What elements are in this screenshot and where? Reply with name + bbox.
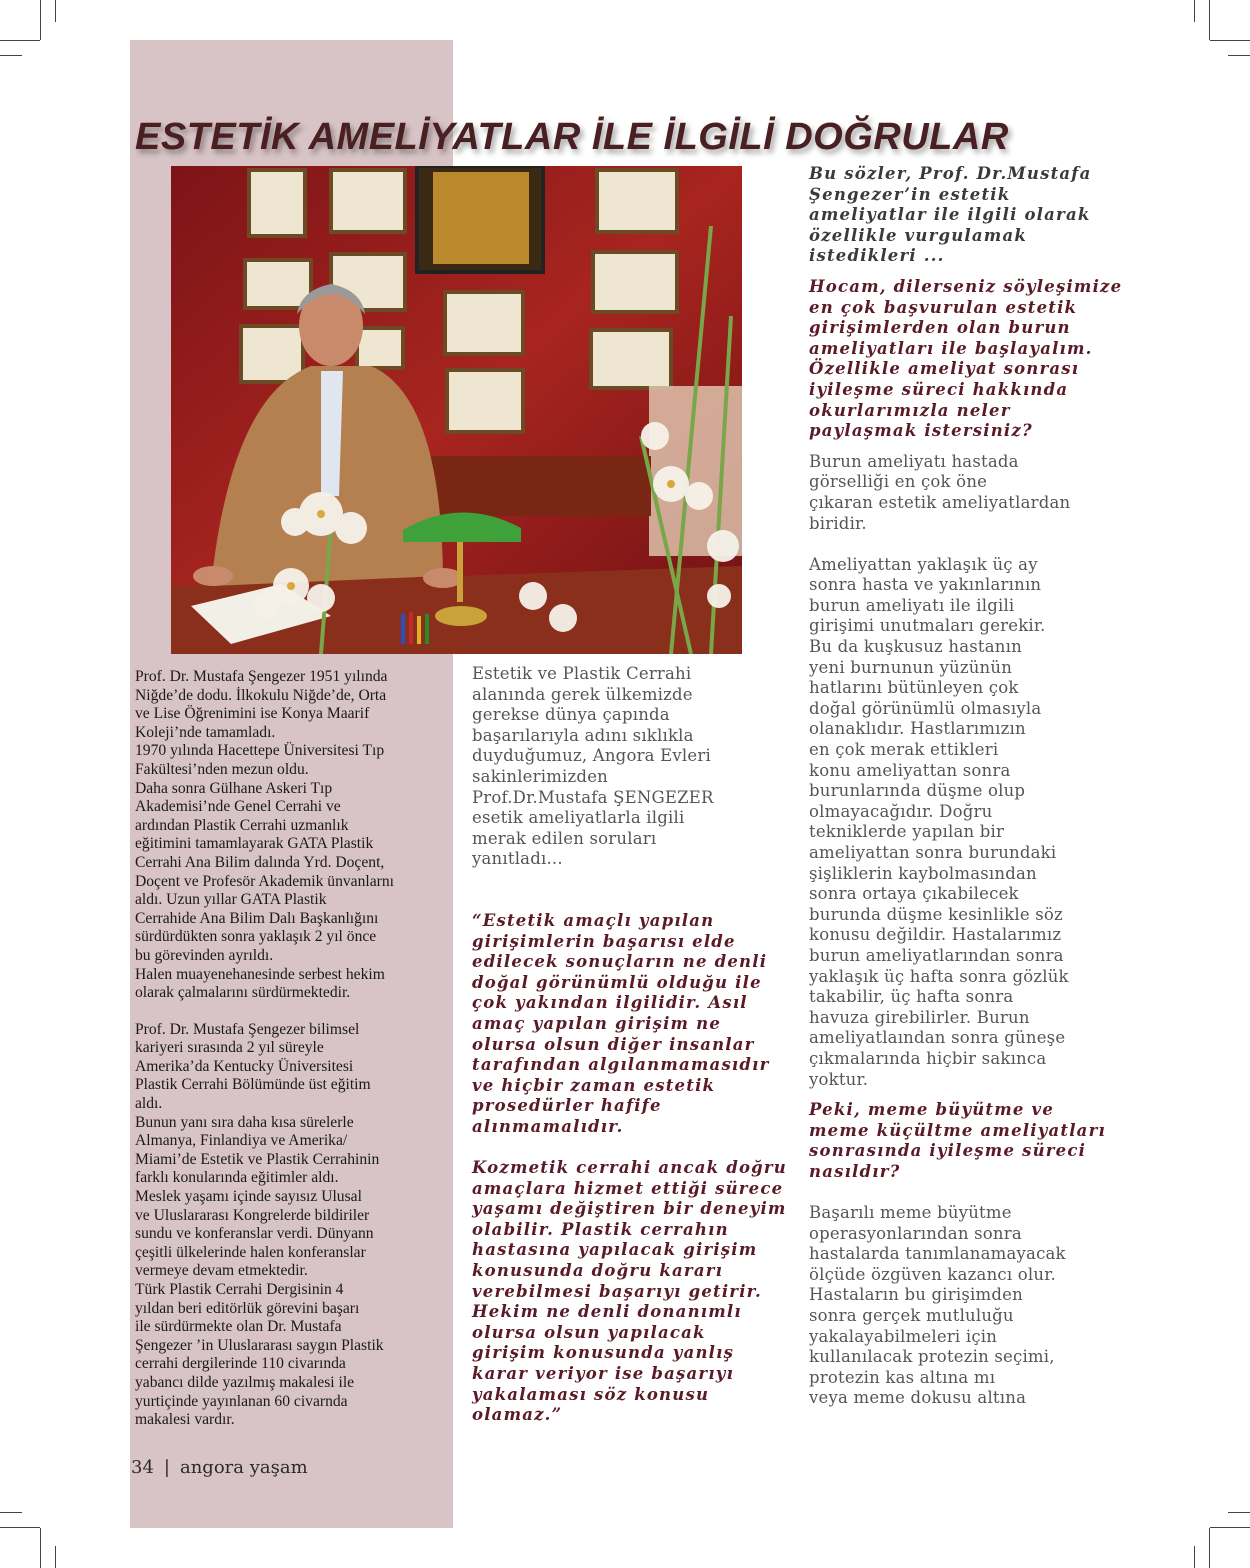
crop-mark bbox=[55, 0, 56, 22]
intro-paragraph: Estetik ve Plastik Cerrahi alanında gerek ülkemizde gerekse dünya çapında başarılarıyla adını sıklıkla duyduğumuz, Angora Evleri sakinlerimizden Prof.Dr.Mustafa ŞENGEZER esetik ameliyatlarla ilgili merak edilen soruları yanıtladı... bbox=[472, 664, 714, 869]
crop-mark bbox=[40, 0, 41, 40]
biography-paragraph: Prof. Dr. Mustafa Şengezer 1951 yılında Niğde’de dodu. İlkokulu Niğde’de, Orta ve Lise Öğrenimini ise Konya Maarif Koleji’nde tamamladı. 1970 yılında Hacettepe Üniversitesi Tıp Fakültesi’nden mezun oldu. Daha sonra Gülhane Askeri Tıp Akademisi’nde Genel Cerrahi ve ardından Plastik Cerrahi uzmanlık eğitimini tamamlayarak GATA Plastik Cerrahi Ana Bilim dalında Yrd. Doçent, Doçent ve Profesör Akademik ünvanlarnı aldı. Uzun yıllar GATA Plastik Cerrahide Ana Bilim Dalı Başkanlığını sürdürdükten sonra yaklaşık 2 yıl önce bu görevinden ayrıldı. Halen muayenehanesinde serbest hekim olarak çalmalarını sürdürmektedir. bbox=[135, 668, 394, 1002]
pull-quote: “Estetik amaçlı yapılan girişimlerin başarısı elde edilecek sonuçların ne denli doğal görünümlü olduğu ile çok yakından ilgilidir. Asıl amaç yapılan girişim ne olursa olsun diğer insanlar tarafından algılanmamasıdır ve hiçbir zaman estetik prosedürler hafife alınmamalıdır. bbox=[472, 910, 770, 1136]
interview-column bbox=[809, 164, 1129, 1430]
page-footer bbox=[131, 1457, 308, 1478]
crop-mark bbox=[1209, 1528, 1210, 1568]
interview-lead: Bu sözler, Prof. Dr.Mustafa Şengezer’in estetik ameliyatlar ile ilgili olarak özellikle vurgulamak istedikleri ... bbox=[809, 164, 1092, 266]
crop-mark bbox=[1194, 0, 1195, 22]
crop-mark bbox=[0, 1512, 22, 1513]
crop-mark bbox=[0, 55, 22, 56]
crop-mark bbox=[0, 1527, 40, 1528]
pull-quote: Kozmetik cerrahi ancak doğru amaçlara hizmet ettiği sürece yaşamı değiştiren bir deneyim olabilir. Plastik cerrahın hastasına yapılacak girişim konusunda doğru kararı verebilmesi başarıyı getirir. Hekim ne denli donanımlı olursa olsun yapılacak girişim konusunda yanlış karar veriyor ise başarıyı yakalaması söz konusu olamaz.” bbox=[472, 1158, 787, 1425]
crop-mark bbox=[40, 1528, 41, 1568]
doctor-office-photo bbox=[171, 166, 742, 654]
crop-mark bbox=[1228, 55, 1250, 56]
crop-mark bbox=[1228, 1512, 1250, 1513]
crop-mark bbox=[1210, 1527, 1250, 1528]
crop-mark bbox=[1210, 40, 1250, 41]
interview-answer: Ameliyattan yaklaşık üç ay sonra hasta ve yakınlarının burun ameliyatı ile ilgili girişimi unutmaları gerekir. Bu da kuşkusuz hastanın yeni burnunun yüzünün hatlarını bütünleyen çok doğal görünümlü olmasıyla olanaklıdır. Hastlarımızın en çok merak ettikleri konu ameliyattan sonra burunlarında düşme olup olmayacağıdır. Doğru tekniklerde yapılan bir ameliyattan sonra burundaki şişliklerin kaybolmasından sonra ortaya çıkabilecek burunda düşme kesinlikle söz konusu değildir. Hastalarımız burun ameliyatlarından sonra yaklaşık üç hafta sonra gözlük takabilir, üç hafta sonra havuza girebilirler. Burun ameliyatlaından sonra güneşe çıkmalarında hiçbir sakınca yoktur. bbox=[809, 554, 1069, 1089]
biography-paragraph: Prof. Dr. Mustafa Şengezer bilimsel kariyeri sırasında 2 yıl süreyle Amerika’da Kentucky Üniversitesi Plastik Cerrahi Bölümünde üst eğitim aldı. Bunun yanı sıra daha kısa sürelerle Almanya, Finlandiya ve Amerika/ Miami’de Estetik ve Plastik Cerrahinin farklı konularında eğitimler aldı. Meslek yaşamı içinde sayısız Ulusal ve Uluslararası Kongrelerde bildiriler sundu ve konferanslar verdi. Dünyann çeşitli ülkelerinde halen konferanslar vermeye devam etmektedir. Türk Plastik Cerrahi Dergisinin 4 yıldan beri editörlük görevini başarı ile sürdürmekte olan Dr. Mustafa Şengezer ’in Uluslararası saygın Plastik cerrahi dergilerinde 110 civarında yabancı dilde yazılmış makalesi ile yurtiçinde yayınlanan 60 civarnda makalesi vardır. bbox=[135, 1020, 384, 1429]
middle-column bbox=[472, 664, 792, 1446]
interview-question: Hocam, dilerseniz söyleşimize en çok başvurulan estetik girişimlerden olan burun ameliyatları ile başlayalım. Özellikle ameliyat sonrası iyileşme süreci hakkında okurlarımızla neler paylaşmak istersiniz? bbox=[809, 276, 1123, 441]
biography-column bbox=[135, 668, 453, 1448]
crop-mark bbox=[1194, 1546, 1195, 1568]
article-title: ESTETİK AMELİYATLAR İLE İLGİLİ DOĞRULAR bbox=[135, 116, 1009, 158]
crop-mark bbox=[0, 40, 40, 41]
crop-mark bbox=[1209, 0, 1210, 40]
crop-mark bbox=[55, 1546, 56, 1568]
page-number: 34 bbox=[131, 1457, 154, 1478]
magazine-name: angora yaşam bbox=[179, 1457, 308, 1478]
footer-separator: | bbox=[163, 1457, 170, 1478]
interview-question: Peki, meme büyütme ve meme küçültme ameliyatları sonrasında iyileşme süreci nasıldır? bbox=[809, 1100, 1106, 1181]
interview-answer: Burun ameliyatı hastada görselliği en çok öne çıkaran estetik ameliyatlardan biridir. bbox=[809, 451, 1071, 533]
interview-answer: Başarılı meme büyütme operasyonlarından sonra hastalarda tanımlanamayacak ölçüde özgüven kazancı olur. Hastaların bu girişimden sonra gerçek mutluluğu yakalayabilmeleri için kullanılacak protezin seçimi, protezin kas altına mı veya meme dokusu altına bbox=[809, 1203, 1066, 1408]
